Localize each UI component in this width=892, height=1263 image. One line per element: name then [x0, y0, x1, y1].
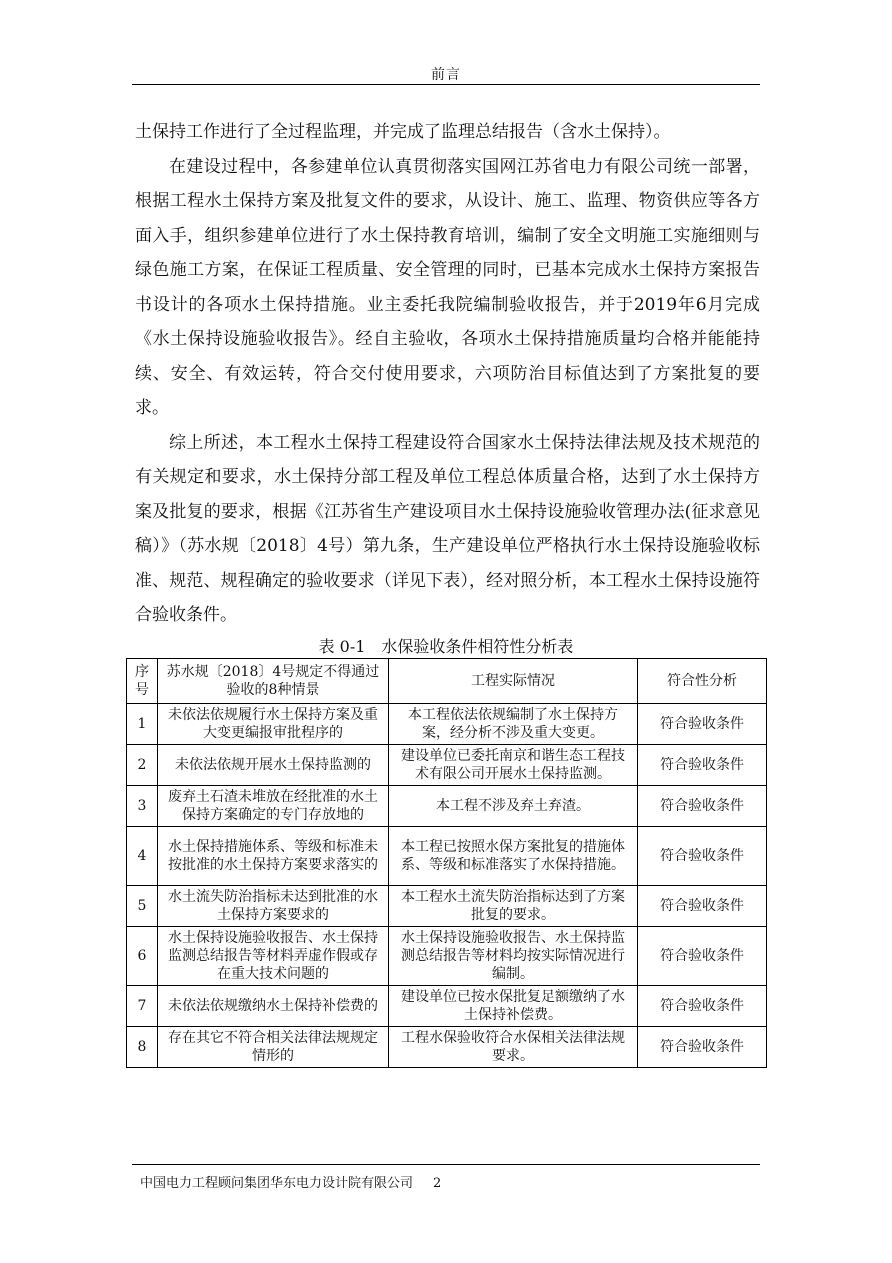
row-index: 1 — [127, 704, 158, 745]
header-rule-scenario: 苏水规〔2018〕4号规定不得通过验收的8种情景 — [158, 659, 389, 704]
row-index: 2 — [127, 745, 158, 786]
table-row — [127, 704, 767, 745]
row-index: 5 — [127, 886, 158, 927]
page-header-title: 前言 — [431, 67, 461, 83]
row-actual: 建设单位已委托南京和谐生态工程技术有限公司开展水土保持监测。 — [389, 745, 638, 786]
row-index: 7 — [127, 986, 158, 1027]
row-index: 8 — [127, 1027, 158, 1068]
footer-divider — [132, 1164, 760, 1165]
table-row — [127, 1027, 767, 1068]
row-index: 6 — [127, 927, 158, 986]
paragraph-3: 综上所述，本工程水土保持工程建设符合国家水土保持法律法规及技术规范的有关规定和要求，水土保持分部工程及单位工程总体质量合格，达到了水土保持方案及批复的要求，根据《江苏省生产建设项目水土保持设施验收管理办法(征求意见稿）》（苏水规〔2018〕4号）第九条，生产建设单位严格执行水土保持设施验收标准、规范、规程确定的验收要求（详见下表），经对照分析，本工程水土保持设施符合验收条件。 — [135, 432, 760, 625]
header-actual-status: 工程实际情况 — [389, 659, 638, 704]
row-scenario: 未依法依规开展水土保持监测的 — [158, 745, 389, 786]
table-row — [127, 786, 767, 827]
row-actual: 本工程依法依规编制了水土保持方案，经分析不涉及重大变更。 — [389, 704, 638, 745]
row-scenario: 存在其它不符合相关法律法规规定情形的 — [158, 1027, 389, 1068]
table-header-row — [127, 659, 767, 704]
table-row — [127, 827, 767, 886]
row-compliance: 符合验收条件 — [638, 786, 767, 827]
row-scenario: 废弃土石渣未堆放在经批准的水土保持方案确定的专门存放地的 — [158, 786, 389, 827]
header-divider — [132, 84, 760, 85]
row-scenario: 未依法依规缴纳水土保持补偿费的 — [158, 986, 389, 1027]
body-text — [135, 115, 760, 633]
table-row — [127, 886, 767, 927]
row-scenario: 未依法依规履行水土保持方案及重大变更编报审批程序的 — [158, 704, 389, 745]
table-caption: 表 0-1 水保验收条件相符性分析表 — [318, 637, 574, 656]
row-compliance: 符合验收条件 — [638, 886, 767, 927]
row-actual: 本工程水土流失防治指标达到了方案批复的要求。 — [389, 886, 638, 927]
table-row — [127, 986, 767, 1027]
row-compliance: 符合验收条件 — [638, 704, 767, 745]
acceptance-table — [126, 658, 767, 1068]
row-actual: 建设单位已按水保批复足额缴纳了水土保持补偿费。 — [389, 986, 638, 1027]
row-actual: 本工程不涉及弃土弃渣。 — [389, 786, 638, 827]
table-row — [127, 745, 767, 786]
paragraph-2: 在建设过程中，各参建单位认真贯彻落实国网江苏省电力有限公司统一部署，根据工程水土保持方案及批复文件的要求，从设计、施工、监理、物资供应等各方面入手，组织参建单位进行了水土保持教育培训，编制了安全文明施工实施细则与绿色施工方案，在保证工程质量、安全管理的同时，已基本完成水土保持方案报告书设计的各项水土保持措施。业主委托我院编制验收报告，并于2019年6月完成《水土保持设施验收报告》。经自主验收，各项水土保持措施质量均合格并能能持续、安全、有效运转，符合交付使用要求，六项防治目标值达到了方案批复的要求。 — [135, 156, 760, 418]
row-index: 4 — [127, 827, 158, 886]
page-number: 2 — [433, 1176, 442, 1191]
row-compliance: 符合验收条件 — [638, 986, 767, 1027]
row-index: 3 — [127, 786, 158, 827]
footer-organization: 中国电力工程顾问集团华东电力设计院有限公司 — [140, 1176, 414, 1191]
paragraph-1: 土保持工作进行了全过程监理，并完成了监理总结报告（含水土保持）。 — [135, 122, 671, 142]
row-actual: 本工程已按照水保方案批复的措施体系、等级和标准落实了水保持措施。 — [389, 827, 638, 886]
row-compliance: 符合验收条件 — [638, 745, 767, 786]
row-compliance: 符合验收条件 — [638, 1027, 767, 1068]
header-index: 序号 — [127, 659, 158, 704]
table-row — [127, 927, 767, 986]
row-scenario: 水土保持措施体系、等级和标准未按批准的水土保持方案要求落实的 — [158, 827, 389, 886]
row-compliance: 符合验收条件 — [638, 927, 767, 986]
row-scenario: 水土保持设施验收报告、水土保持监测总结报告等材料弄虚作假或存在重大技术问题的 — [158, 927, 389, 986]
row-compliance: 符合验收条件 — [638, 827, 767, 886]
page-footer — [140, 1172, 441, 1191]
row-scenario: 水土流失防治指标未达到批准的水土保持方案要求的 — [158, 886, 389, 927]
row-actual: 工程水保验收符合水保相关法律法规要求。 — [389, 1027, 638, 1068]
header-compliance: 符合性分析 — [638, 659, 767, 704]
row-actual: 水土保持设施验收报告、水土保持监测总结报告等材料均按实际情况进行编制。 — [389, 927, 638, 986]
